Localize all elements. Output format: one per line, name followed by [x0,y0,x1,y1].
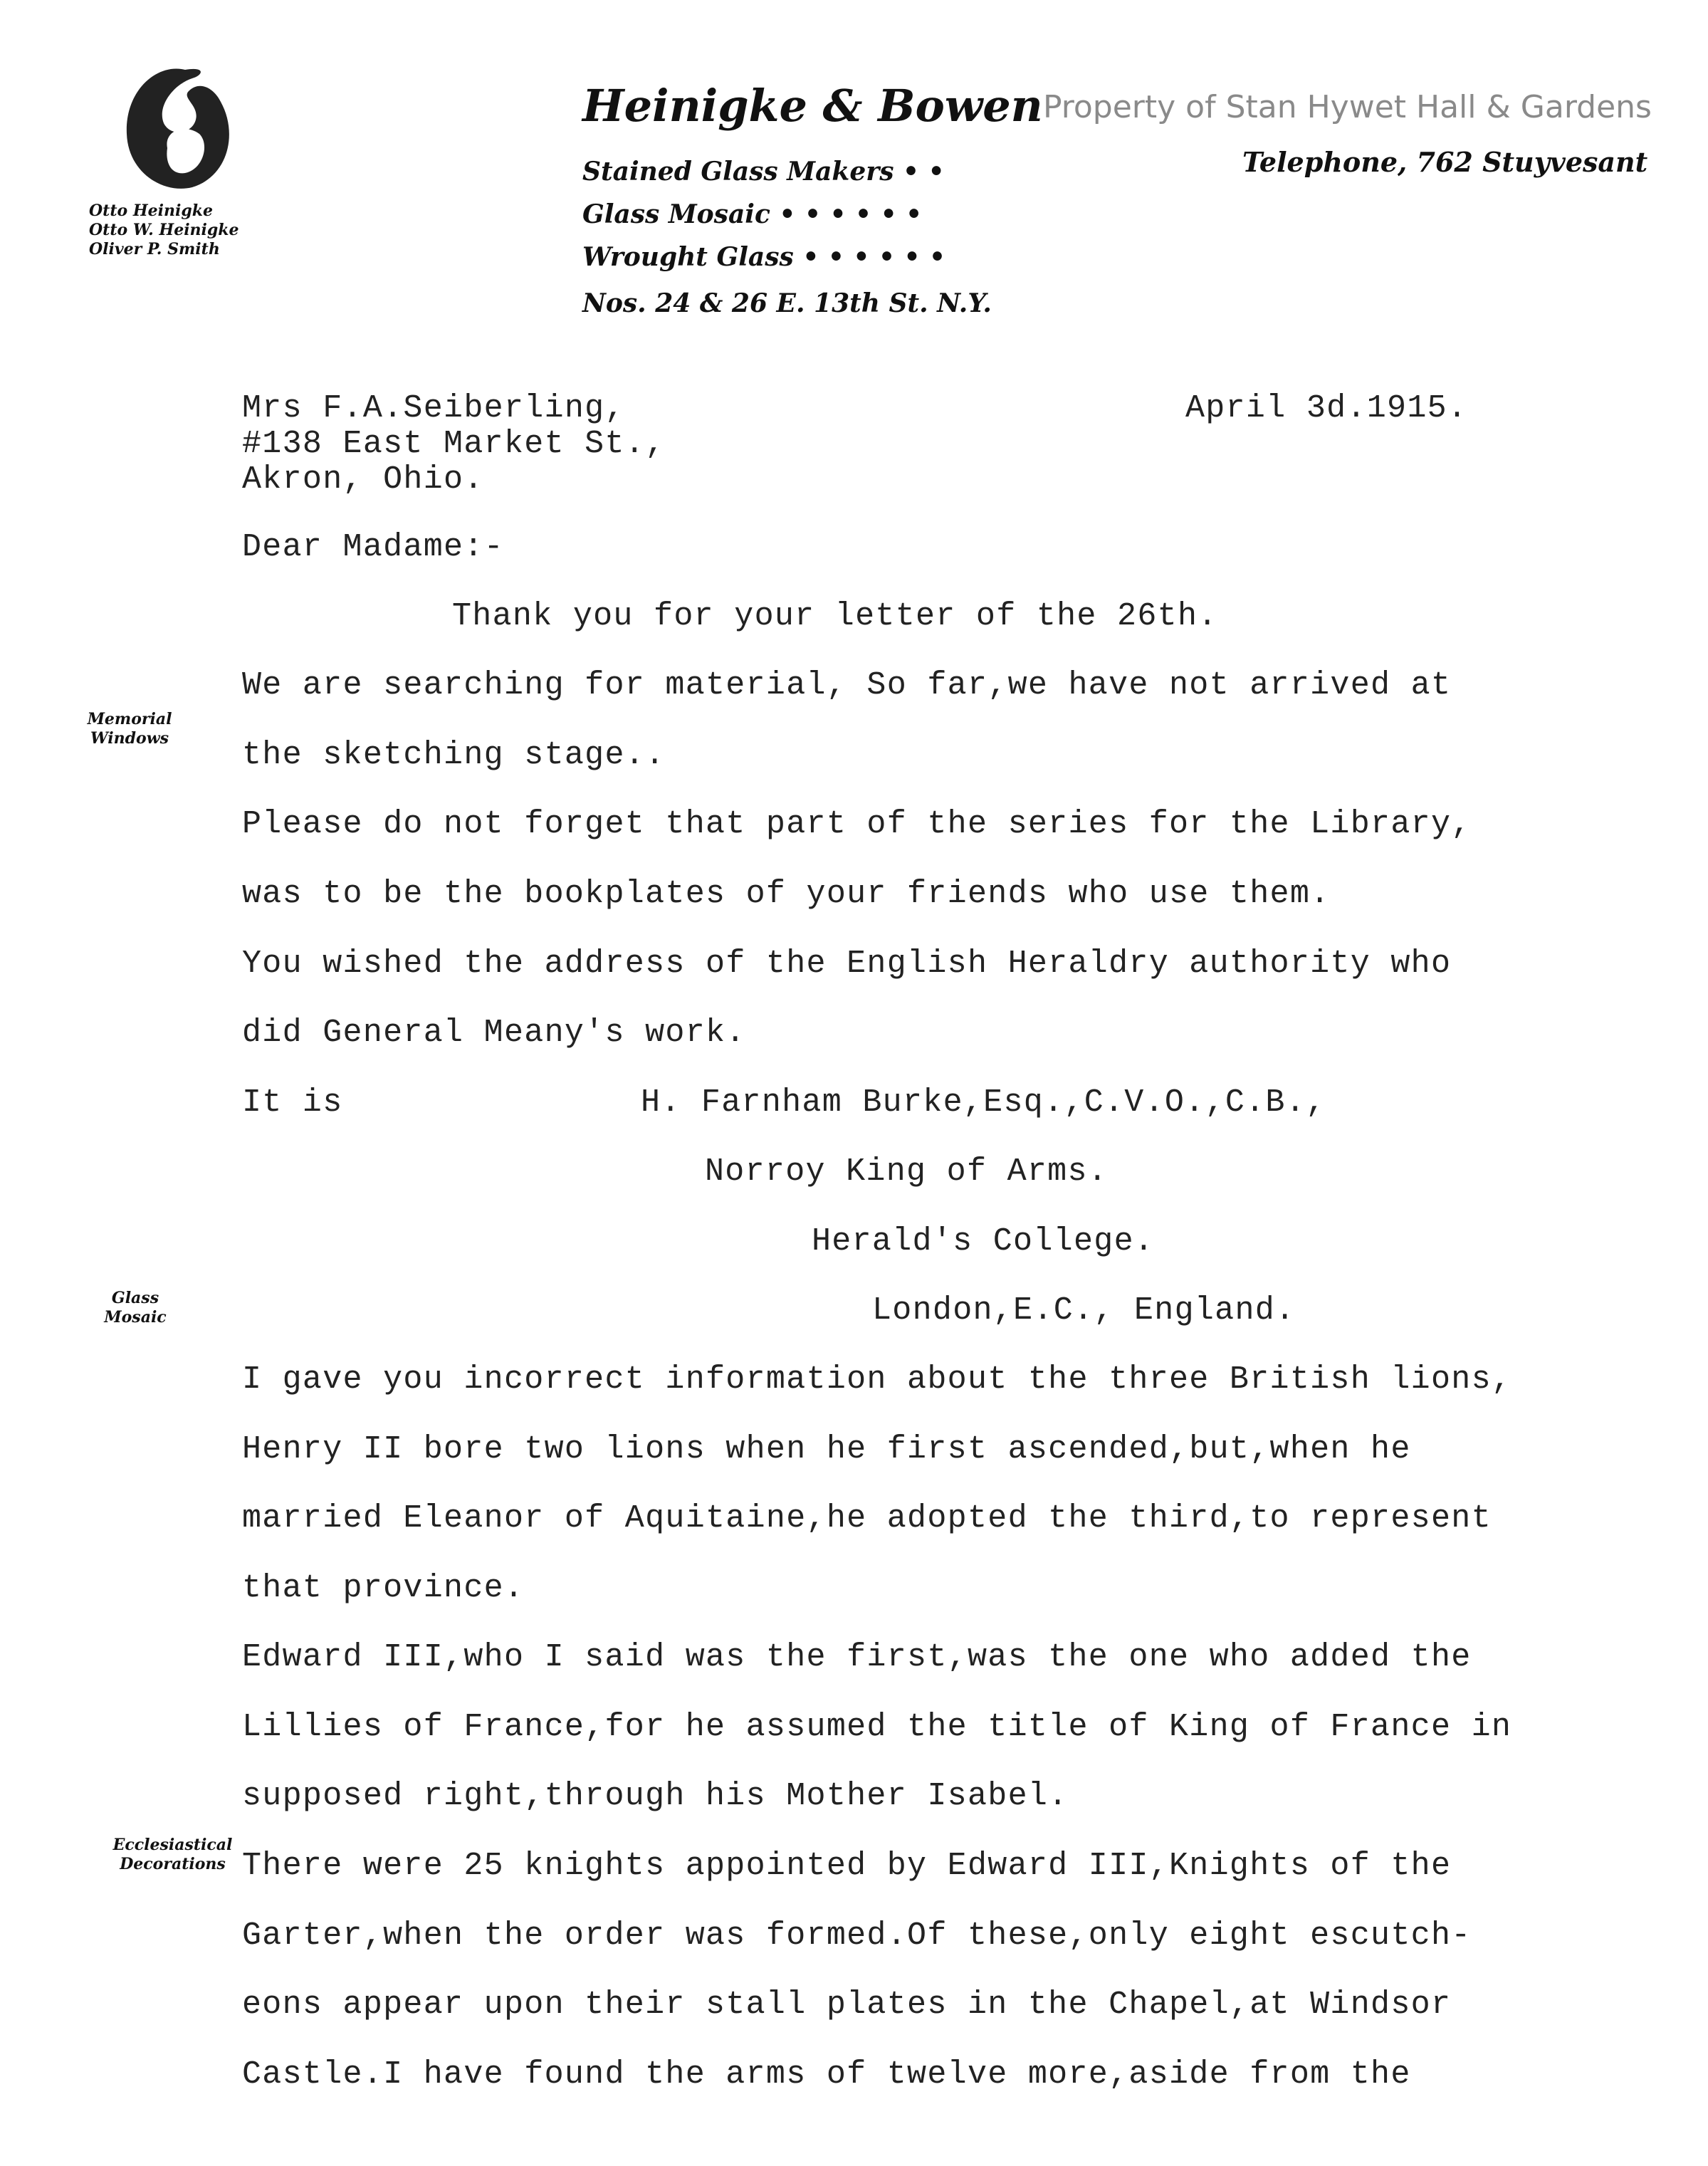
margin-note-glass-mosaic: Glass Mosaic [104,1289,167,1327]
body-line: did General Meany's work. [242,1015,746,1051]
firm-logo-emblem [114,63,242,198]
service-line: Wrought Glass • • • • • • [582,242,946,272]
body-line: Edward III,who I said was the first,was the one who added the [242,1639,1472,1675]
address-line: H. Farnham Burke,Esq.,C.V.O.,C.B., [641,1084,1326,1121]
body-line: eons appear upon their stall plates in the Chapel,at Windsor [242,1987,1452,2023]
partner-names [89,202,239,259]
telephone-line: Telephone, 762 Stuyvesant [1242,146,1648,178]
body-line: Lillies of France,for he assumed the title of King of France in [242,1709,1512,1745]
address-line: Herald's College. [812,1223,1155,1260]
body-line: Castle.I have found the arms of twelve more,aside from the [242,2056,1411,2093]
body-line: was to be the bookplates of your friends who use them. [242,876,1331,912]
salutation: Dear Madame:- [242,529,504,565]
watermark: Property of Stan Hywet Hall & Gardens [1043,89,1652,125]
service-line: Stained Glass Makers • • [582,157,945,187]
partner-name: Otto W. Heinigke [89,221,239,239]
body-line: supposed right,through his Mother Isabel. [242,1778,1069,1814]
body-line: Garter,when the order was formed.Of these,only eight escutch- [242,1918,1472,1954]
partner-name: Oliver P. Smith [89,240,220,258]
body-line: Henry II bore two lions when he first ascended,but,when he [242,1431,1411,1467]
recipient-line: Mrs F.A.Seiberling, [242,390,625,427]
margin-note-memorial-windows: Memorial Windows [87,710,172,748]
body-line: the sketching stage.. [242,737,666,773]
body-line: Thank you for your letter of the 26th. [452,598,1218,634]
address-line: London,E.C., England. [872,1292,1296,1329]
body-line: It is [242,1084,343,1121]
body-line: Please do not forget that part of the series for the Library, [242,806,1472,842]
service-line: Glass Mosaic • • • • • • [582,199,923,229]
body-line: married Eleanor of Aquitaine,he adopted the third,to represent [242,1500,1492,1537]
margin-note-ecclesiastical-decorations: Ecclesiastical Decorations [112,1836,233,1873]
firm-name: Heinigke & Bowen [582,80,1043,132]
recipient-line: Akron, Ohio. [242,461,484,498]
address-line: Norroy King of Arms. [705,1153,1109,1190]
body-line: We are searching for material, So far,we have not arrived at [242,667,1452,703]
letter-date: April 3d.1915. [1185,390,1468,427]
partner-name: Otto Heinigke [89,202,213,220]
body-line: You wished the address of the English Heraldry authority who [242,946,1452,982]
body-line: There were 25 knights appointed by Edward III,Knights of the [242,1848,1452,1884]
recipient-line: #138 East Market St., [242,426,666,462]
firm-address: Nos. 24 & 26 E. 13th St. N.Y. [582,288,992,318]
body-line: I gave you incorrect information about the three British lions, [242,1361,1512,1398]
body-line: that province. [242,1570,525,1606]
